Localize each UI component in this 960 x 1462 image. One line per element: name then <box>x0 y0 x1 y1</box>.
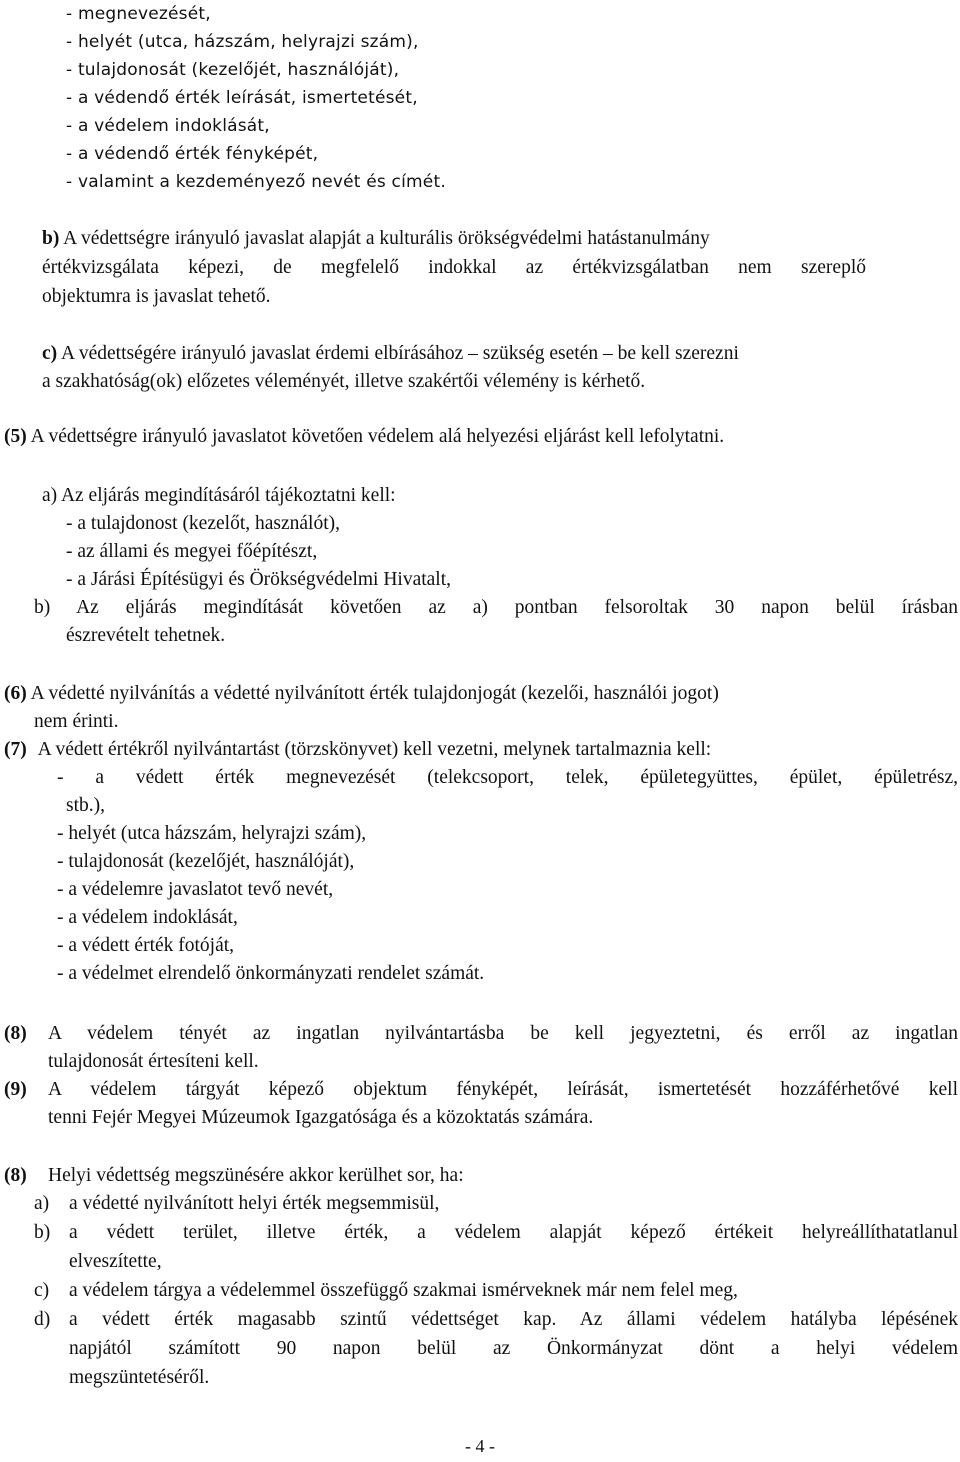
sec9-marker-line <box>4 1076 27 1104</box>
sec8a-line1: A védelem tényét az ingatlan nyilvántartásba be kell jegyeztetni, és erről az ingatlan <box>48 1023 958 1044</box>
page-number: - 4 - <box>465 1436 495 1456</box>
sec8b-label: d) <box>34 1309 51 1330</box>
sec9-line2: tenni Fejér Megyei Múzeumok Igazgatósága és a közoktatás számára. <box>48 1107 594 1128</box>
sec7-item: - a védelem indoklását, <box>57 907 238 928</box>
intro-item: - helyét (utca, házszám, helyrajzi szám), <box>66 32 419 52</box>
para-c-line1: c) A védettségére irányuló javaslat érdemi elbírásához – szükség esetén – be kell szerezni <box>42 343 739 364</box>
intro-item: - a védendő érték leírását, ismertetését, <box>66 88 418 108</box>
sec8b-item-line: megszüntetéséről. <box>69 1367 210 1388</box>
intro-item: - tulajdonosát (kezelőjét, használóját), <box>66 60 400 80</box>
intro-item: - megnevezését, <box>66 4 211 24</box>
sec5-b-line1: b) Az eljárás megindítását követően az a) pontban felsoroltak 30 napon belül írásban <box>34 597 958 618</box>
para-b-line3: objektumra is javaslat tehető. <box>42 286 271 307</box>
sec8b-intro: Helyi védettség megszünésére akkor kerülhet sor, ha: <box>48 1165 464 1186</box>
sec9-marker: (9) <box>4 1079 27 1100</box>
sec7-marker: (7) <box>4 739 27 760</box>
sec8b-item-line: elveszítette, <box>69 1251 162 1272</box>
sec8a-line2: tulajdonosát értesíteni kell. <box>48 1051 259 1072</box>
sec5-b-line2: észrevételt tehetnek. <box>66 625 226 646</box>
sec9-line1: A védelem tárgyát képező objektum fényképét, leírását, ismertetését hozzáférhetővé kell <box>48 1079 958 1100</box>
sec8b-item-line: a védetté nyilvánított helyi érték megsemmisül, <box>69 1193 440 1214</box>
sec8b-item-line: a védett érték magasabb szintű védettséget kap. Az állami védelem hatályba lépésének <box>69 1309 958 1330</box>
sec7-item: - helyét (utca házszám, helyrajzi szám), <box>57 823 367 844</box>
sec8b-label: c) <box>34 1280 50 1301</box>
intro-item: - a védendő érték fényképét, <box>66 144 319 164</box>
sec8b-item-line: a védelem tárgya a védelemmel összefüggő szakmai ismérveknek már nem felel meg, <box>69 1280 738 1301</box>
para-c-marker: c) <box>42 343 58 364</box>
sec8b-label: b) <box>34 1222 51 1243</box>
sec6-line1: (6) A védetté nyilvánítás a védetté nyilvánított érték tulajdonjogát (kezelői, használói jogot) <box>4 683 719 704</box>
sec8b-marker: (8) <box>4 1165 27 1186</box>
intro-item: - valamint a kezdeményező nevét és címét. <box>66 172 446 192</box>
sec7-item: - a védelemre javaslatot tevő nevét, <box>57 879 334 900</box>
sec8a-marker-line <box>4 1020 27 1048</box>
sec5-a-item: - az állami és megyei főépítészt, <box>66 541 318 562</box>
sec5-marker: (5) <box>4 426 27 447</box>
para-b-marker: b) <box>42 228 60 249</box>
sec8b-label: a) <box>34 1193 50 1214</box>
sec7-item: - a védelmet elrendelő önkormányzati rendelet számát. <box>57 963 485 984</box>
sec8a-marker: (8) <box>4 1023 27 1044</box>
sec7-item: - tulajdonosát (kezelőjét, használóját), <box>57 851 355 872</box>
sec5-a-item: - a Járási Építésügyi és Örökségvédelmi Hivatalt, <box>66 569 452 590</box>
sec7-item: stb.), <box>66 795 105 816</box>
sec7-item: - a védett érték megnevezését (telekcsoport, telek, épületegyüttes, épület, épületrész, <box>57 767 958 788</box>
sec5-heading: (5) A védettségre irányuló javaslatot követően védelem alá helyezési eljárást kell lefolytatni. <box>4 426 725 447</box>
sec7-line1: (7) A védett értékről nyilvántartást (törzskönyvet) kell vezetni, melynek tartalmaznia kell: <box>4 739 712 760</box>
sec5-a-item: - a tulajdonost (kezelőt, használót), <box>66 513 340 534</box>
para-c-line2: a szakhatóság(ok) előzetes véleményét, illetve szakértői vélemény is kérhető. <box>42 371 646 392</box>
sec5-a-line: a) Az eljárás megindításáról tájékoztatni kell: <box>42 485 396 506</box>
sec8b-item-line: a védett terület, illetve érték, a védelem alapját képező értékeit helyreállíthatatlanul <box>69 1222 958 1243</box>
sec7-item: - a védett érték fotóját, <box>57 935 235 956</box>
sec8b-intro-line <box>4 1162 27 1190</box>
para-b-line2: értékvizsgálata képezi, de megfelelő indokkal az értékvizsgálatban nem szereplő <box>42 257 866 278</box>
sec6-line2: nem érinti. <box>34 711 119 732</box>
sec6-marker: (6) <box>4 683 27 704</box>
para-b-line1: b) A védettségre irányuló javaslat alapját a kulturális örökségvédelmi hatástanulmány <box>42 228 710 249</box>
intro-item: - a védelem indoklását, <box>66 116 270 136</box>
sec8b-item-line: napjától számított 90 napon belül az Önkormányzat dönt a helyi védelem <box>69 1338 958 1359</box>
